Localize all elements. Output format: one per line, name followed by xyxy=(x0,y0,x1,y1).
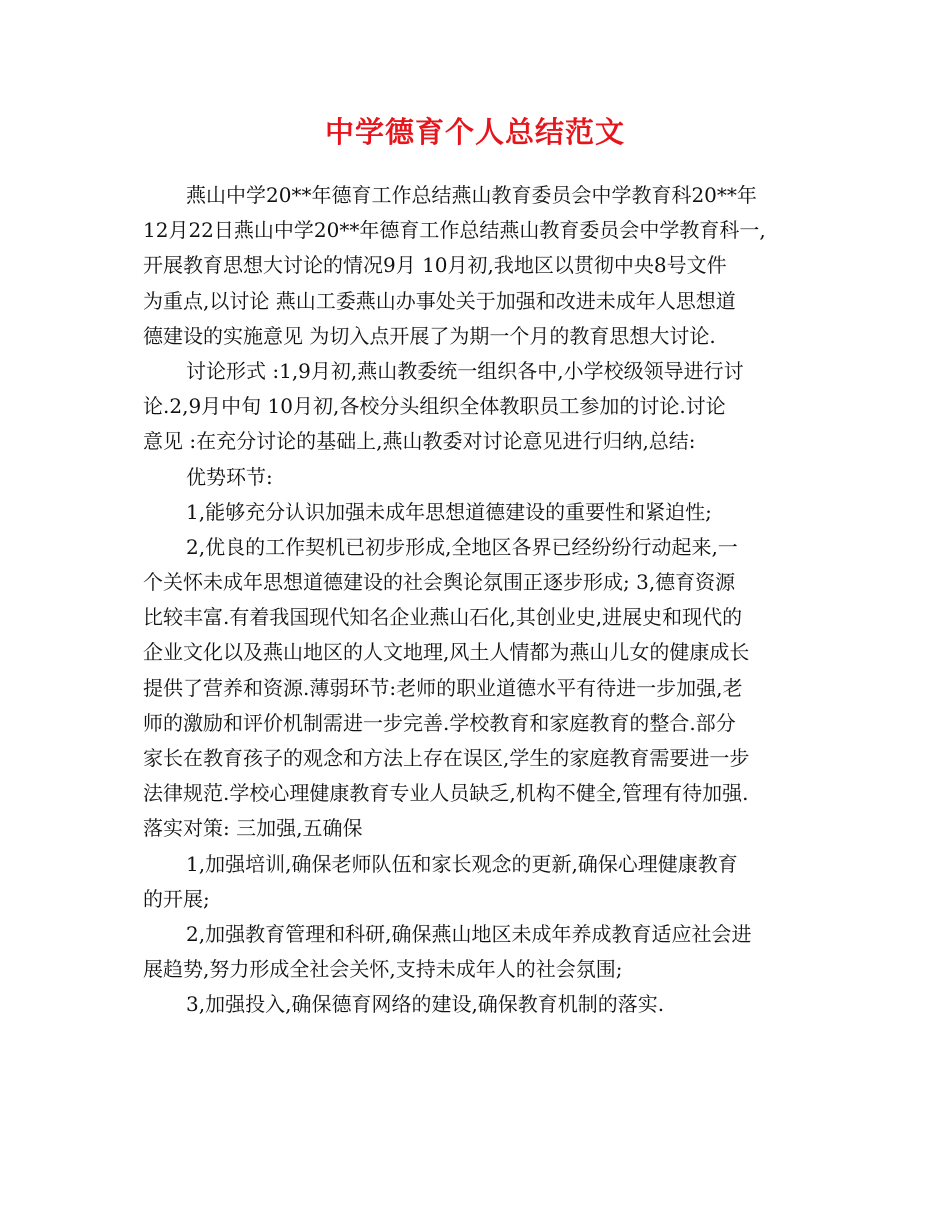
text-line: 论.2,9月中旬 10月初,各校分头组织全体教职员工参加的讨论.讨论 xyxy=(143,394,726,419)
text-line: 落实对策: 三加强,五确保 xyxy=(143,816,363,841)
text-line: 2,优良的工作契机已初步形成,全地区各界已经纷纷行动起来,一 xyxy=(186,534,738,559)
text-line: 提供了营养和资源.薄弱环节:老师的职业道德水平有待进一步加强,老 xyxy=(143,675,743,700)
text-line: 12月22日燕山中学20**年德育工作总结燕山教育委员会中学教育科一, xyxy=(143,218,766,243)
page-title: 中学德育个人总结范文 xyxy=(324,115,625,149)
text-line: 法律规范.学校心理健康教育专业人员缺乏,机构不健全,管理有待加强. xyxy=(143,781,749,806)
text-line: 优势环节: xyxy=(186,464,273,489)
text-line: 1,能够充分认识加强未成年思想道德建设的重要性和紧迫性; xyxy=(186,499,712,524)
text-line: 意见 :在充分讨论的基础上,燕山教委对讨论意见进行归纳,总结: xyxy=(143,429,696,454)
text-line: 企业文化以及燕山地区的人文地理,风土人情都为燕山儿女的健康成长 xyxy=(143,640,750,665)
text-line: 比较丰富.有着我国现代知名企业燕山石化,其创业史,进展史和现代的 xyxy=(143,605,743,630)
text-line: 燕山中学20**年德育工作总结燕山教育委员会中学教育科20**年 xyxy=(186,183,757,207)
text-line: 德建设的实施意见 为切入点开展了为期一个月的教育思想大讨论. xyxy=(143,323,716,348)
text-line: 个关怀未成年思想道德建设的社会舆论氛围正逐步形成; 3,德育资源 xyxy=(143,570,736,595)
text-line: 2,加强教育管理和科研,确保燕山地区未成年养成教育适应社会进 xyxy=(186,921,752,946)
text-line: 讨论形式 :1,9月初,燕山教委统一组织各中,小学校级领导进行讨 xyxy=(186,358,744,383)
text-line: 开展教育思想大讨论的情况9月 10月初,我地区以贯彻中央8号文件 xyxy=(143,253,727,278)
text-line: 师的激励和评价机制需进一步完善.学校教育和家庭教育的整合.部分 xyxy=(143,710,736,735)
text-line: 展趋势,努力形成全社会关怀,支持未成年人的社会氛围; xyxy=(143,957,623,982)
text-line: 为重点,以讨论 燕山工委燕山办事处关于加强和改进未成年人思想道 xyxy=(143,288,736,313)
document-body xyxy=(143,178,823,1023)
text-line: 的开展; xyxy=(143,886,210,911)
text-line: 1,加强培训,确保老师队伍和家长观念的更新,确保心理健康教育 xyxy=(186,851,738,876)
text-line: 家长在教育孩子的观念和方法上存在误区,学生的家庭教育需要进一步 xyxy=(143,746,750,770)
text-line: 3,加强投入,确保德育网络的建设,确保教育机制的落实. xyxy=(186,992,665,1017)
